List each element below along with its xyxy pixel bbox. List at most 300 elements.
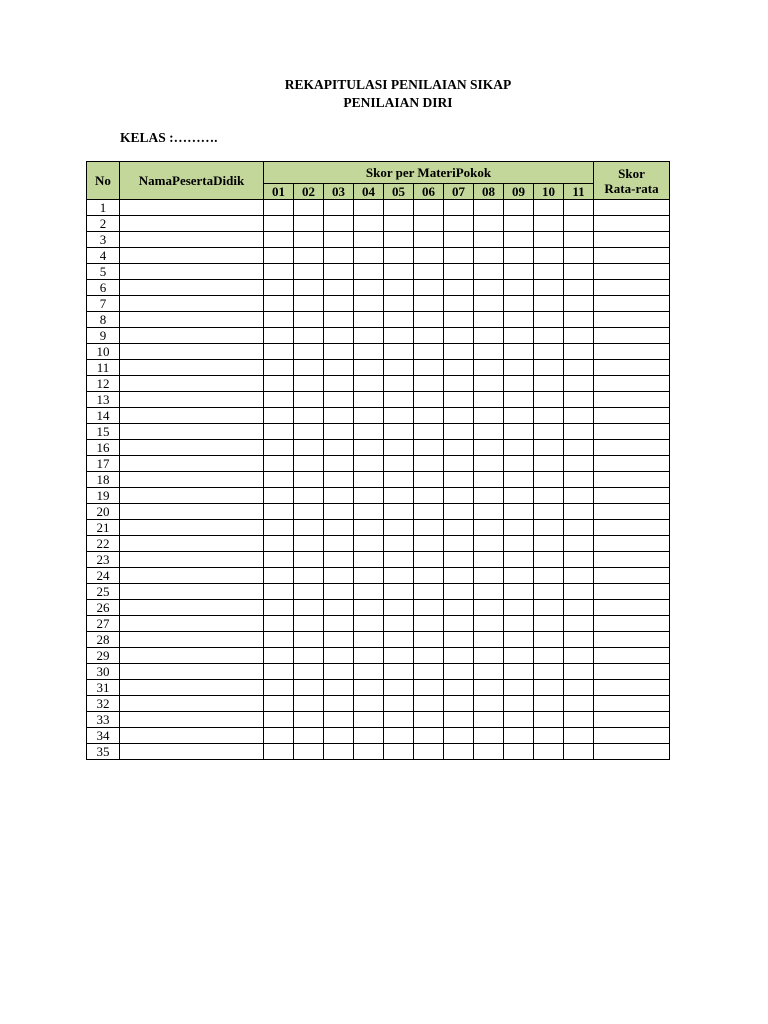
score-cell-materi-7[interactable] [444,296,474,312]
student-name-cell[interactable] [120,392,264,408]
score-cell-materi-10[interactable] [534,264,564,280]
score-cell-materi-9[interactable] [504,200,534,216]
score-cell-materi-9[interactable] [504,520,534,536]
score-cell-materi-2[interactable] [294,328,324,344]
score-cell-materi-5[interactable] [384,472,414,488]
score-cell-materi-9[interactable] [504,280,534,296]
student-name-cell[interactable] [120,712,264,728]
score-cell-materi-6[interactable] [414,696,444,712]
score-cell-materi-6[interactable] [414,424,444,440]
score-cell-materi-8[interactable] [474,504,504,520]
student-name-cell[interactable] [120,664,264,680]
score-cell-materi-5[interactable] [384,280,414,296]
score-cell-materi-2[interactable] [294,632,324,648]
score-cell-materi-4[interactable] [354,600,384,616]
student-name-cell[interactable] [120,536,264,552]
score-cell-materi-10[interactable] [534,232,564,248]
score-cell-materi-10[interactable] [534,552,564,568]
average-score-cell[interactable] [594,248,670,264]
score-cell-materi-4[interactable] [354,264,384,280]
score-cell-materi-3[interactable] [324,456,354,472]
score-cell-materi-3[interactable] [324,232,354,248]
student-name-cell[interactable] [120,744,264,760]
average-score-cell[interactable] [594,408,670,424]
score-cell-materi-1[interactable] [264,568,294,584]
score-cell-materi-5[interactable] [384,456,414,472]
score-cell-materi-7[interactable] [444,504,474,520]
score-cell-materi-4[interactable] [354,328,384,344]
score-cell-materi-3[interactable] [324,744,354,760]
score-cell-materi-2[interactable] [294,664,324,680]
score-cell-materi-10[interactable] [534,504,564,520]
score-cell-materi-7[interactable] [444,328,474,344]
score-cell-materi-8[interactable] [474,280,504,296]
score-cell-materi-8[interactable] [474,584,504,600]
score-cell-materi-3[interactable] [324,280,354,296]
score-cell-materi-4[interactable] [354,520,384,536]
score-cell-materi-8[interactable] [474,600,504,616]
score-cell-materi-6[interactable] [414,504,444,520]
score-cell-materi-3[interactable] [324,312,354,328]
score-cell-materi-1[interactable] [264,472,294,488]
score-cell-materi-9[interactable] [504,376,534,392]
score-cell-materi-4[interactable] [354,248,384,264]
score-cell-materi-11[interactable] [564,456,594,472]
score-cell-materi-7[interactable] [444,664,474,680]
score-cell-materi-9[interactable] [504,424,534,440]
score-cell-materi-7[interactable] [444,344,474,360]
score-cell-materi-8[interactable] [474,696,504,712]
score-cell-materi-9[interactable] [504,712,534,728]
score-cell-materi-1[interactable] [264,488,294,504]
score-cell-materi-5[interactable] [384,344,414,360]
score-cell-materi-2[interactable] [294,376,324,392]
score-cell-materi-2[interactable] [294,312,324,328]
score-cell-materi-8[interactable] [474,264,504,280]
score-cell-materi-2[interactable] [294,232,324,248]
score-cell-materi-5[interactable] [384,424,414,440]
score-cell-materi-10[interactable] [534,488,564,504]
score-cell-materi-1[interactable] [264,744,294,760]
score-cell-materi-7[interactable] [444,216,474,232]
score-cell-materi-7[interactable] [444,680,474,696]
score-cell-materi-1[interactable] [264,648,294,664]
score-cell-materi-10[interactable] [534,664,564,680]
score-cell-materi-2[interactable] [294,440,324,456]
score-cell-materi-5[interactable] [384,200,414,216]
score-cell-materi-4[interactable] [354,728,384,744]
score-cell-materi-6[interactable] [414,552,444,568]
score-cell-materi-6[interactable] [414,200,444,216]
score-cell-materi-11[interactable] [564,376,594,392]
score-cell-materi-1[interactable] [264,376,294,392]
score-cell-materi-4[interactable] [354,504,384,520]
score-cell-materi-2[interactable] [294,616,324,632]
score-cell-materi-6[interactable] [414,616,444,632]
score-cell-materi-6[interactable] [414,664,444,680]
score-cell-materi-9[interactable] [504,312,534,328]
score-cell-materi-2[interactable] [294,488,324,504]
score-cell-materi-8[interactable] [474,312,504,328]
score-cell-materi-7[interactable] [444,712,474,728]
score-cell-materi-11[interactable] [564,680,594,696]
student-name-cell[interactable] [120,456,264,472]
score-cell-materi-3[interactable] [324,216,354,232]
score-cell-materi-8[interactable] [474,232,504,248]
score-cell-materi-9[interactable] [504,296,534,312]
score-cell-materi-9[interactable] [504,680,534,696]
student-name-cell[interactable] [120,584,264,600]
score-cell-materi-3[interactable] [324,344,354,360]
score-cell-materi-4[interactable] [354,344,384,360]
score-cell-materi-3[interactable] [324,632,354,648]
score-cell-materi-3[interactable] [324,360,354,376]
average-score-cell[interactable] [594,312,670,328]
average-score-cell[interactable] [594,664,670,680]
score-cell-materi-1[interactable] [264,264,294,280]
student-name-cell[interactable] [120,696,264,712]
score-cell-materi-11[interactable] [564,488,594,504]
score-cell-materi-6[interactable] [414,360,444,376]
score-cell-materi-3[interactable] [324,616,354,632]
score-cell-materi-2[interactable] [294,344,324,360]
score-cell-materi-1[interactable] [264,424,294,440]
score-cell-materi-5[interactable] [384,744,414,760]
average-score-cell[interactable] [594,216,670,232]
student-name-cell[interactable] [120,344,264,360]
score-cell-materi-3[interactable] [324,440,354,456]
score-cell-materi-10[interactable] [534,728,564,744]
score-cell-materi-3[interactable] [324,568,354,584]
score-cell-materi-1[interactable] [264,456,294,472]
score-cell-materi-3[interactable] [324,392,354,408]
score-cell-materi-8[interactable] [474,488,504,504]
score-cell-materi-7[interactable] [444,744,474,760]
score-cell-materi-9[interactable] [504,472,534,488]
score-cell-materi-9[interactable] [504,584,534,600]
score-cell-materi-7[interactable] [444,584,474,600]
score-cell-materi-7[interactable] [444,728,474,744]
student-name-cell[interactable] [120,600,264,616]
student-name-cell[interactable] [120,376,264,392]
average-score-cell[interactable] [594,632,670,648]
score-cell-materi-10[interactable] [534,584,564,600]
score-cell-materi-5[interactable] [384,552,414,568]
score-cell-materi-11[interactable] [564,728,594,744]
score-cell-materi-5[interactable] [384,664,414,680]
score-cell-materi-1[interactable] [264,312,294,328]
score-cell-materi-2[interactable] [294,264,324,280]
score-cell-materi-4[interactable] [354,216,384,232]
score-cell-materi-11[interactable] [564,584,594,600]
student-name-cell[interactable] [120,296,264,312]
score-cell-materi-3[interactable] [324,584,354,600]
score-cell-materi-11[interactable] [564,328,594,344]
score-cell-materi-6[interactable] [414,584,444,600]
score-cell-materi-2[interactable] [294,200,324,216]
score-cell-materi-8[interactable] [474,632,504,648]
student-name-cell[interactable] [120,424,264,440]
score-cell-materi-9[interactable] [504,504,534,520]
score-cell-materi-7[interactable] [444,408,474,424]
score-cell-materi-5[interactable] [384,232,414,248]
score-cell-materi-3[interactable] [324,680,354,696]
score-cell-materi-2[interactable] [294,584,324,600]
average-score-cell[interactable] [594,472,670,488]
score-cell-materi-9[interactable] [504,456,534,472]
score-cell-materi-1[interactable] [264,232,294,248]
student-name-cell[interactable] [120,616,264,632]
student-name-cell[interactable] [120,568,264,584]
score-cell-materi-9[interactable] [504,600,534,616]
score-cell-materi-6[interactable] [414,328,444,344]
score-cell-materi-3[interactable] [324,648,354,664]
score-cell-materi-1[interactable] [264,248,294,264]
score-cell-materi-2[interactable] [294,600,324,616]
score-cell-materi-9[interactable] [504,632,534,648]
average-score-cell[interactable] [594,360,670,376]
score-cell-materi-2[interactable] [294,504,324,520]
score-cell-materi-7[interactable] [444,440,474,456]
score-cell-materi-6[interactable] [414,712,444,728]
score-cell-materi-7[interactable] [444,424,474,440]
score-cell-materi-11[interactable] [564,424,594,440]
score-cell-materi-6[interactable] [414,216,444,232]
student-name-cell[interactable] [120,472,264,488]
score-cell-materi-5[interactable] [384,312,414,328]
average-score-cell[interactable] [594,648,670,664]
score-cell-materi-1[interactable] [264,536,294,552]
score-cell-materi-4[interactable] [354,632,384,648]
score-cell-materi-4[interactable] [354,424,384,440]
score-cell-materi-7[interactable] [444,456,474,472]
score-cell-materi-11[interactable] [564,264,594,280]
average-score-cell[interactable] [594,488,670,504]
score-cell-materi-5[interactable] [384,536,414,552]
score-cell-materi-6[interactable] [414,520,444,536]
score-cell-materi-11[interactable] [564,568,594,584]
score-cell-materi-8[interactable] [474,248,504,264]
score-cell-materi-2[interactable] [294,552,324,568]
score-cell-materi-11[interactable] [564,472,594,488]
score-cell-materi-10[interactable] [534,648,564,664]
score-cell-materi-5[interactable] [384,328,414,344]
score-cell-materi-1[interactable] [264,360,294,376]
score-cell-materi-3[interactable] [324,696,354,712]
score-cell-materi-6[interactable] [414,648,444,664]
score-cell-materi-8[interactable] [474,344,504,360]
score-cell-materi-9[interactable] [504,248,534,264]
score-cell-materi-1[interactable] [264,408,294,424]
score-cell-materi-2[interactable] [294,712,324,728]
score-cell-materi-7[interactable] [444,248,474,264]
score-cell-materi-2[interactable] [294,360,324,376]
score-cell-materi-3[interactable] [324,408,354,424]
average-score-cell[interactable] [594,584,670,600]
student-name-cell[interactable] [120,408,264,424]
score-cell-materi-4[interactable] [354,664,384,680]
score-cell-materi-3[interactable] [324,520,354,536]
score-cell-materi-2[interactable] [294,648,324,664]
score-cell-materi-6[interactable] [414,408,444,424]
score-cell-materi-6[interactable] [414,456,444,472]
score-cell-materi-7[interactable] [444,376,474,392]
score-cell-materi-5[interactable] [384,488,414,504]
score-cell-materi-7[interactable] [444,472,474,488]
average-score-cell[interactable] [594,536,670,552]
student-name-cell[interactable] [120,520,264,536]
score-cell-materi-9[interactable] [504,216,534,232]
score-cell-materi-5[interactable] [384,712,414,728]
score-cell-materi-10[interactable] [534,440,564,456]
score-cell-materi-5[interactable] [384,408,414,424]
score-cell-materi-9[interactable] [504,328,534,344]
score-cell-materi-1[interactable] [264,440,294,456]
score-cell-materi-1[interactable] [264,200,294,216]
score-cell-materi-6[interactable] [414,600,444,616]
average-score-cell[interactable] [594,744,670,760]
score-cell-materi-2[interactable] [294,216,324,232]
score-cell-materi-4[interactable] [354,712,384,728]
average-score-cell[interactable] [594,440,670,456]
student-name-cell[interactable] [120,488,264,504]
score-cell-materi-5[interactable] [384,648,414,664]
score-cell-materi-7[interactable] [444,568,474,584]
score-cell-materi-5[interactable] [384,632,414,648]
score-cell-materi-1[interactable] [264,344,294,360]
score-cell-materi-10[interactable] [534,568,564,584]
score-cell-materi-10[interactable] [534,456,564,472]
score-cell-materi-4[interactable] [354,280,384,296]
score-cell-materi-11[interactable] [564,536,594,552]
score-cell-materi-4[interactable] [354,200,384,216]
score-cell-materi-9[interactable] [504,696,534,712]
score-cell-materi-5[interactable] [384,584,414,600]
score-cell-materi-7[interactable] [444,520,474,536]
score-cell-materi-5[interactable] [384,728,414,744]
score-cell-materi-4[interactable] [354,552,384,568]
score-cell-materi-7[interactable] [444,600,474,616]
score-cell-materi-9[interactable] [504,664,534,680]
average-score-cell[interactable] [594,520,670,536]
score-cell-materi-10[interactable] [534,600,564,616]
student-name-cell[interactable] [120,264,264,280]
score-cell-materi-3[interactable] [324,504,354,520]
score-cell-materi-3[interactable] [324,664,354,680]
score-cell-materi-2[interactable] [294,696,324,712]
score-cell-materi-8[interactable] [474,664,504,680]
score-cell-materi-4[interactable] [354,408,384,424]
student-name-cell[interactable] [120,248,264,264]
score-cell-materi-7[interactable] [444,536,474,552]
score-cell-materi-3[interactable] [324,600,354,616]
score-cell-materi-9[interactable] [504,360,534,376]
score-cell-materi-4[interactable] [354,456,384,472]
score-cell-materi-11[interactable] [564,696,594,712]
score-cell-materi-7[interactable] [444,200,474,216]
score-cell-materi-6[interactable] [414,728,444,744]
average-score-cell[interactable] [594,680,670,696]
average-score-cell[interactable] [594,696,670,712]
score-cell-materi-8[interactable] [474,744,504,760]
student-name-cell[interactable] [120,328,264,344]
score-cell-materi-5[interactable] [384,216,414,232]
student-name-cell[interactable] [120,360,264,376]
score-cell-materi-9[interactable] [504,728,534,744]
score-cell-materi-10[interactable] [534,216,564,232]
score-cell-materi-6[interactable] [414,472,444,488]
score-cell-materi-5[interactable] [384,696,414,712]
score-cell-materi-8[interactable] [474,200,504,216]
score-cell-materi-10[interactable] [534,312,564,328]
score-cell-materi-4[interactable] [354,648,384,664]
score-cell-materi-4[interactable] [354,360,384,376]
score-cell-materi-2[interactable] [294,424,324,440]
score-cell-materi-6[interactable] [414,376,444,392]
score-cell-materi-11[interactable] [564,408,594,424]
score-cell-materi-3[interactable] [324,472,354,488]
score-cell-materi-4[interactable] [354,744,384,760]
score-cell-materi-8[interactable] [474,408,504,424]
score-cell-materi-4[interactable] [354,536,384,552]
average-score-cell[interactable] [594,728,670,744]
score-cell-materi-11[interactable] [564,600,594,616]
average-score-cell[interactable] [594,376,670,392]
score-cell-materi-8[interactable] [474,472,504,488]
score-cell-materi-2[interactable] [294,392,324,408]
score-cell-materi-7[interactable] [444,312,474,328]
score-cell-materi-5[interactable] [384,440,414,456]
score-cell-materi-10[interactable] [534,344,564,360]
score-cell-materi-1[interactable] [264,328,294,344]
average-score-cell[interactable] [594,424,670,440]
score-cell-materi-10[interactable] [534,536,564,552]
score-cell-materi-2[interactable] [294,744,324,760]
average-score-cell[interactable] [594,568,670,584]
score-cell-materi-9[interactable] [504,392,534,408]
score-cell-materi-11[interactable] [564,552,594,568]
score-cell-materi-4[interactable] [354,472,384,488]
score-cell-materi-5[interactable] [384,360,414,376]
score-cell-materi-2[interactable] [294,472,324,488]
score-cell-materi-6[interactable] [414,488,444,504]
average-score-cell[interactable] [594,280,670,296]
score-cell-materi-4[interactable] [354,312,384,328]
average-score-cell[interactable] [594,392,670,408]
score-cell-materi-10[interactable] [534,744,564,760]
score-cell-materi-10[interactable] [534,472,564,488]
average-score-cell[interactable] [594,456,670,472]
average-score-cell[interactable] [594,232,670,248]
score-cell-materi-11[interactable] [564,744,594,760]
score-cell-materi-8[interactable] [474,536,504,552]
score-cell-materi-3[interactable] [324,328,354,344]
average-score-cell[interactable] [594,552,670,568]
score-cell-materi-11[interactable] [564,664,594,680]
score-cell-materi-8[interactable] [474,568,504,584]
score-cell-materi-6[interactable] [414,536,444,552]
score-cell-materi-8[interactable] [474,424,504,440]
score-cell-materi-7[interactable] [444,360,474,376]
score-cell-materi-8[interactable] [474,616,504,632]
score-cell-materi-6[interactable] [414,312,444,328]
score-cell-materi-11[interactable] [564,312,594,328]
score-cell-materi-10[interactable] [534,408,564,424]
score-cell-materi-1[interactable] [264,392,294,408]
score-cell-materi-10[interactable] [534,376,564,392]
score-cell-materi-6[interactable] [414,440,444,456]
score-cell-materi-10[interactable] [534,392,564,408]
